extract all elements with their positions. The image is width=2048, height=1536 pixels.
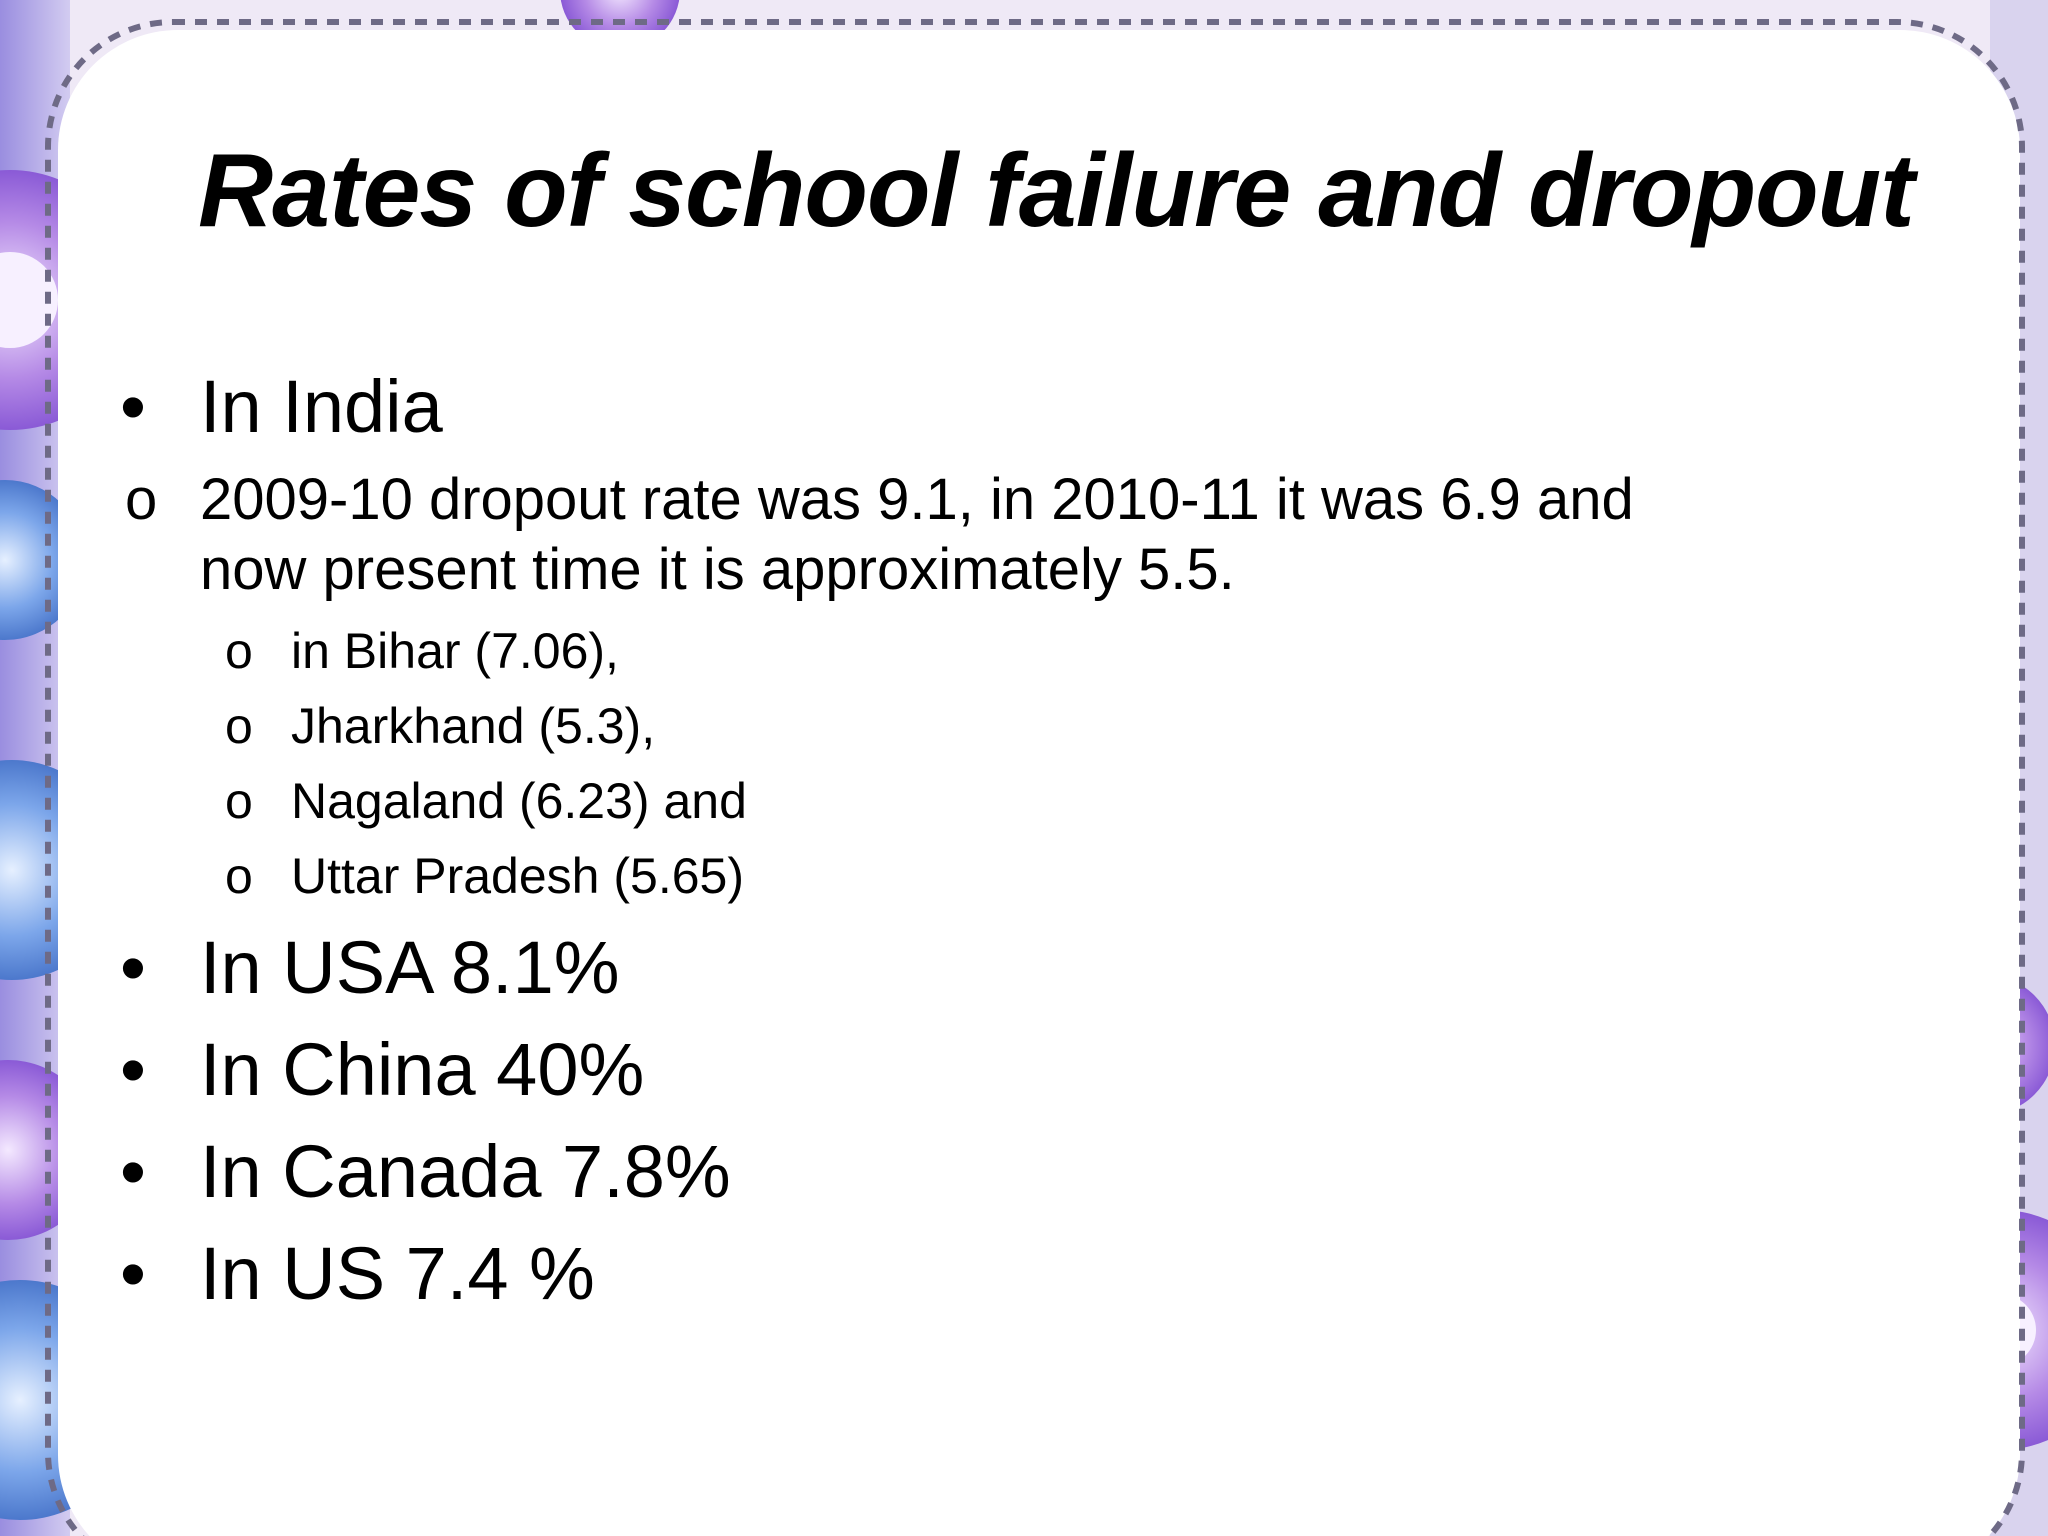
circle-bullet-icon: o — [225, 848, 253, 904]
india-detail-line2: now present time it is approximately 5.5. — [200, 537, 1235, 602]
state-text: Jharkhand (5.3), — [291, 698, 656, 754]
disc-bullet-icon: • — [120, 1232, 146, 1315]
disc-bullet-icon: • — [120, 365, 146, 448]
bullet-text: In India — [200, 365, 443, 448]
bullet-text: In US 7.4 % — [200, 1232, 595, 1315]
circle-bullet-icon: o — [225, 698, 253, 754]
state-text: Uttar Pradesh (5.65) — [291, 848, 744, 904]
state-text: Nagaland (6.23) and — [291, 773, 747, 829]
state-text: in Bihar (7.06), — [291, 623, 619, 679]
bullet-text: In Canada 7.8% — [200, 1130, 731, 1213]
circle-bullet-icon: o — [225, 773, 253, 829]
india-detail-line1: 2009-10 dropout rate was 9.1, in 2010-11 it was 6.9 and — [200, 467, 1634, 532]
slide-title: Rates of school failure and dropout — [198, 133, 1914, 249]
bullet-text: In USA 8.1% — [200, 926, 620, 1009]
bullet-text: In China 40% — [200, 1028, 645, 1111]
disc-bullet-icon: • — [120, 1130, 146, 1213]
disc-bullet-icon: • — [120, 926, 146, 1009]
circle-bullet-icon: o — [125, 467, 158, 532]
disc-bullet-icon: • — [120, 1028, 146, 1111]
circle-bullet-icon: o — [225, 623, 253, 679]
